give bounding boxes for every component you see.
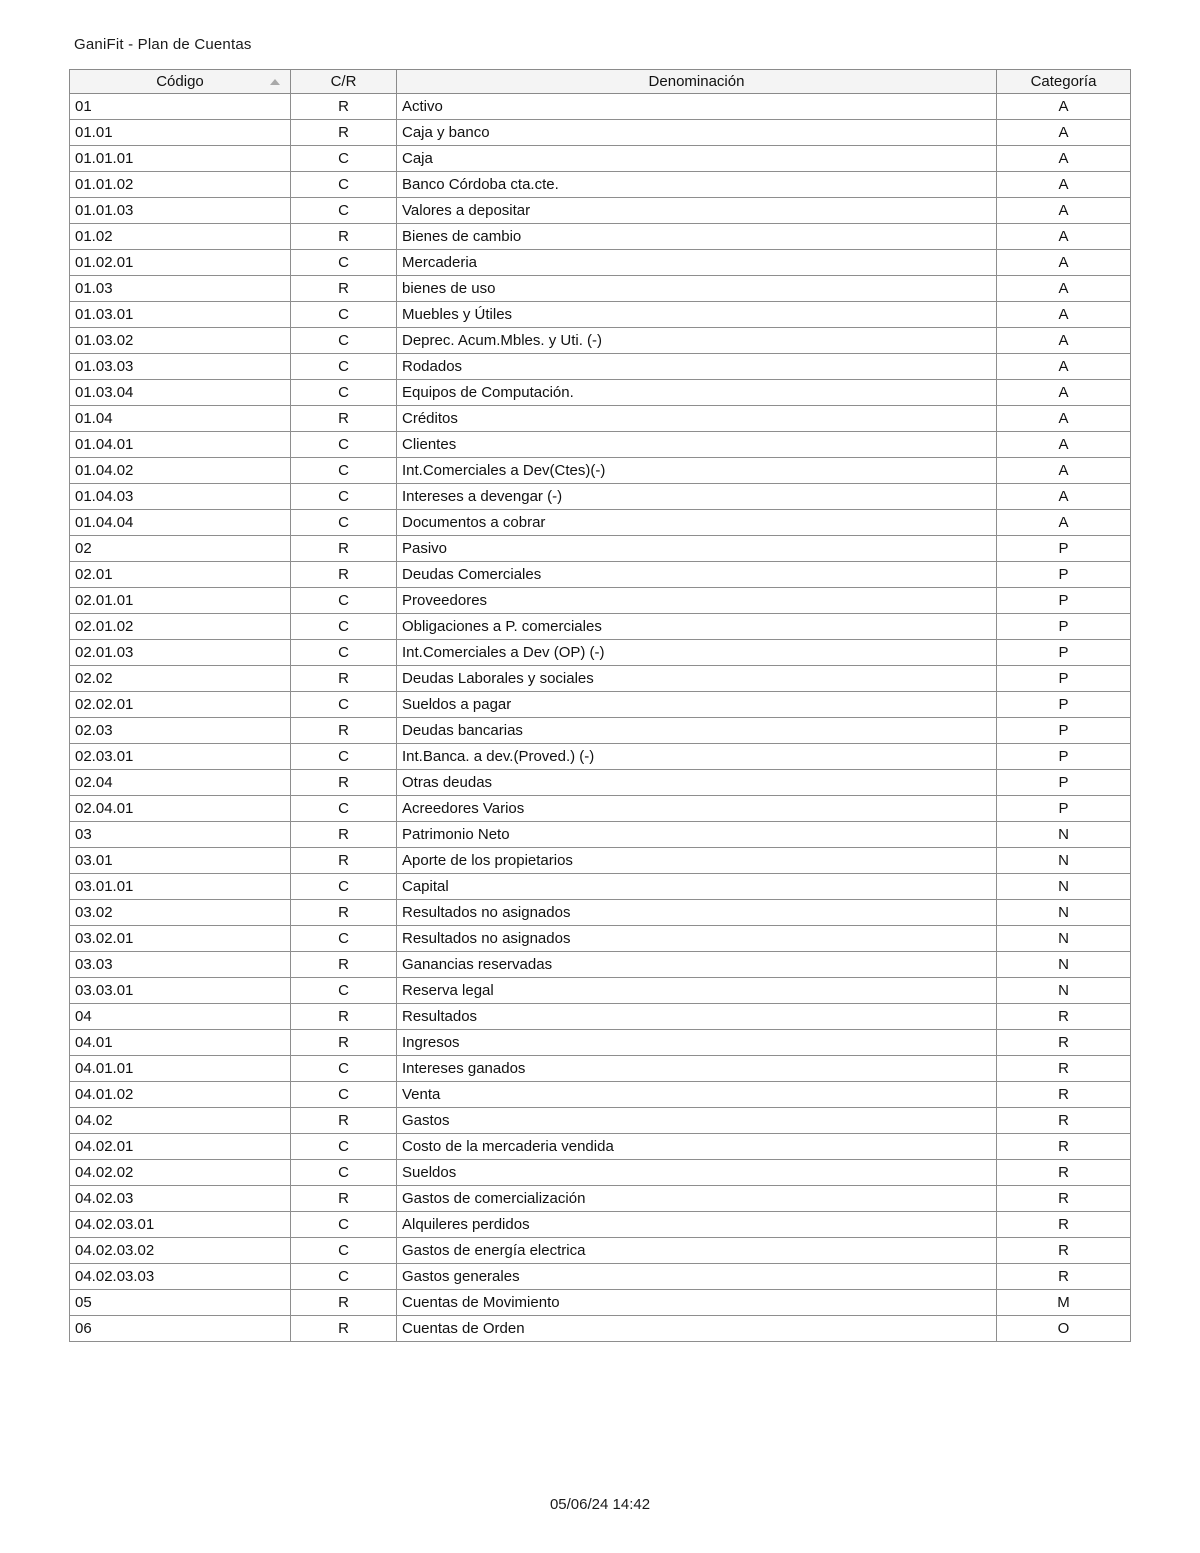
cell-code[interactable]: 01.01.03 bbox=[70, 198, 291, 224]
cell-category[interactable]: R bbox=[997, 1264, 1131, 1290]
table-row[interactable] bbox=[70, 770, 1131, 796]
cell-category[interactable]: N bbox=[997, 978, 1131, 1004]
accounts-table bbox=[69, 69, 1131, 1342]
cell-cr[interactable]: R bbox=[291, 1290, 397, 1316]
table-row[interactable] bbox=[70, 198, 1131, 224]
cell-category[interactable]: P bbox=[997, 718, 1131, 744]
cell-code[interactable]: 02.02.01 bbox=[70, 692, 291, 718]
cell-category[interactable]: P bbox=[997, 770, 1131, 796]
cell-code[interactable]: 01.04.03 bbox=[70, 484, 291, 510]
cell-denomination[interactable]: Activo bbox=[397, 94, 997, 120]
cell-code[interactable]: 04.01 bbox=[70, 1030, 291, 1056]
table-row[interactable] bbox=[70, 302, 1131, 328]
cell-code[interactable]: 04.01.02 bbox=[70, 1082, 291, 1108]
table-row[interactable] bbox=[70, 562, 1131, 588]
cell-category[interactable]: R bbox=[997, 1238, 1131, 1264]
table-row[interactable] bbox=[70, 224, 1131, 250]
cell-denomination[interactable]: Venta bbox=[397, 1082, 997, 1108]
table-row[interactable] bbox=[70, 276, 1131, 302]
cell-cr[interactable]: R bbox=[291, 1186, 397, 1212]
cell-denomination[interactable]: Gastos de comercialización bbox=[397, 1186, 997, 1212]
table-row[interactable] bbox=[70, 952, 1131, 978]
cell-denomination[interactable]: Deudas Laborales y sociales bbox=[397, 666, 997, 692]
cell-code[interactable]: 03 bbox=[70, 822, 291, 848]
cell-category[interactable]: A bbox=[997, 380, 1131, 406]
table-row[interactable] bbox=[70, 666, 1131, 692]
cell-denomination[interactable]: Cuentas de Orden bbox=[397, 1316, 997, 1342]
cell-cr[interactable]: C bbox=[291, 978, 397, 1004]
cell-code[interactable]: 01 bbox=[70, 94, 291, 120]
cell-cr[interactable]: R bbox=[291, 952, 397, 978]
cell-cr[interactable]: R bbox=[291, 770, 397, 796]
cell-code[interactable]: 02.01.02 bbox=[70, 614, 291, 640]
column-header-category[interactable] bbox=[997, 70, 1131, 94]
cell-cr[interactable]: R bbox=[291, 1316, 397, 1342]
cell-code[interactable]: 02.03.01 bbox=[70, 744, 291, 770]
cell-cr[interactable]: C bbox=[291, 510, 397, 536]
table-row[interactable] bbox=[70, 94, 1131, 120]
cell-denomination[interactable]: Banco Córdoba cta.cte. bbox=[397, 172, 997, 198]
table-row[interactable] bbox=[70, 1134, 1131, 1160]
cell-code[interactable]: 02.01.03 bbox=[70, 640, 291, 666]
cell-category[interactable]: P bbox=[997, 692, 1131, 718]
cell-denomination[interactable]: Mercaderia bbox=[397, 250, 997, 276]
cell-denomination[interactable]: Acreedores Varios bbox=[397, 796, 997, 822]
cell-code[interactable]: 04.02 bbox=[70, 1108, 291, 1134]
cell-cr[interactable]: C bbox=[291, 328, 397, 354]
cell-category[interactable]: M bbox=[997, 1290, 1131, 1316]
table-row[interactable] bbox=[70, 146, 1131, 172]
cell-denomination[interactable]: Documentos a cobrar bbox=[397, 510, 997, 536]
table-row[interactable] bbox=[70, 484, 1131, 510]
cell-cr[interactable]: C bbox=[291, 1056, 397, 1082]
cell-code[interactable]: 01.01 bbox=[70, 120, 291, 146]
table-row[interactable] bbox=[70, 588, 1131, 614]
cell-denomination[interactable]: Ingresos bbox=[397, 1030, 997, 1056]
cell-cr[interactable]: C bbox=[291, 380, 397, 406]
cell-cr[interactable]: C bbox=[291, 146, 397, 172]
cell-category[interactable]: A bbox=[997, 432, 1131, 458]
cell-category[interactable]: P bbox=[997, 640, 1131, 666]
cell-category[interactable]: R bbox=[997, 1108, 1131, 1134]
cell-denomination[interactable]: Sueldos a pagar bbox=[397, 692, 997, 718]
cell-cr[interactable]: C bbox=[291, 1134, 397, 1160]
cell-code[interactable]: 04.02.02 bbox=[70, 1160, 291, 1186]
cell-cr[interactable]: R bbox=[291, 562, 397, 588]
cell-category[interactable]: P bbox=[997, 562, 1131, 588]
table-row[interactable] bbox=[70, 250, 1131, 276]
table-row[interactable] bbox=[70, 1212, 1131, 1238]
cell-code[interactable]: 04.02.03.02 bbox=[70, 1238, 291, 1264]
table-row[interactable] bbox=[70, 1004, 1131, 1030]
table-row[interactable] bbox=[70, 1108, 1131, 1134]
cell-category[interactable]: A bbox=[997, 94, 1131, 120]
table-row[interactable] bbox=[70, 1238, 1131, 1264]
table-row[interactable] bbox=[70, 510, 1131, 536]
cell-code[interactable]: 01.04.04 bbox=[70, 510, 291, 536]
cell-denomination[interactable]: Capital bbox=[397, 874, 997, 900]
cell-category[interactable]: P bbox=[997, 588, 1131, 614]
cell-code[interactable]: 04.02.03.03 bbox=[70, 1264, 291, 1290]
cell-category[interactable]: N bbox=[997, 848, 1131, 874]
cell-cr[interactable]: C bbox=[291, 458, 397, 484]
table-row[interactable] bbox=[70, 692, 1131, 718]
cell-denomination[interactable]: Gastos generales bbox=[397, 1264, 997, 1290]
cell-category[interactable]: A bbox=[997, 406, 1131, 432]
cell-category[interactable]: R bbox=[997, 1056, 1131, 1082]
cell-code[interactable]: 01.03 bbox=[70, 276, 291, 302]
cell-code[interactable]: 03.02 bbox=[70, 900, 291, 926]
accounts-table-body bbox=[70, 94, 1131, 1342]
column-header-code-label: Código bbox=[156, 72, 204, 90]
cell-category[interactable]: A bbox=[997, 302, 1131, 328]
cell-denomination[interactable]: Gastos bbox=[397, 1108, 997, 1134]
cell-cr[interactable]: C bbox=[291, 744, 397, 770]
cell-category[interactable]: N bbox=[997, 822, 1131, 848]
cell-category[interactable]: P bbox=[997, 536, 1131, 562]
cell-category[interactable]: N bbox=[997, 874, 1131, 900]
cell-cr[interactable]: C bbox=[291, 614, 397, 640]
cell-code[interactable]: 01.04 bbox=[70, 406, 291, 432]
cell-code[interactable]: 02.03 bbox=[70, 718, 291, 744]
cell-cr[interactable]: C bbox=[291, 250, 397, 276]
table-row[interactable] bbox=[70, 614, 1131, 640]
cell-code[interactable]: 05 bbox=[70, 1290, 291, 1316]
cell-denomination[interactable]: Intereses a devengar (-) bbox=[397, 484, 997, 510]
cell-denomination[interactable]: Equipos de Computación. bbox=[397, 380, 997, 406]
cell-category[interactable]: R bbox=[997, 1030, 1131, 1056]
table-header-row bbox=[70, 70, 1131, 94]
column-header-denomination-label: Denominación bbox=[648, 72, 745, 90]
cell-denomination[interactable]: Cuentas de Movimiento bbox=[397, 1290, 997, 1316]
column-header-cr[interactable] bbox=[291, 70, 397, 94]
cell-category[interactable]: N bbox=[997, 926, 1131, 952]
cell-denomination[interactable]: Patrimonio Neto bbox=[397, 822, 997, 848]
cell-cr[interactable]: R bbox=[291, 666, 397, 692]
column-header-denomination[interactable] bbox=[397, 70, 997, 94]
cell-category[interactable]: R bbox=[997, 1186, 1131, 1212]
cell-category[interactable]: A bbox=[997, 276, 1131, 302]
cell-category[interactable]: A bbox=[997, 328, 1131, 354]
table-row[interactable] bbox=[70, 926, 1131, 952]
table-row[interactable] bbox=[70, 380, 1131, 406]
cell-category[interactable]: O bbox=[997, 1316, 1131, 1342]
cell-cr[interactable]: C bbox=[291, 432, 397, 458]
cell-denomination[interactable]: Int.Comerciales a Dev(Ctes)(-) bbox=[397, 458, 997, 484]
cell-denomination[interactable]: Sueldos bbox=[397, 1160, 997, 1186]
cell-denomination[interactable]: bienes de uso bbox=[397, 276, 997, 302]
cell-denomination[interactable]: Muebles y Útiles bbox=[397, 302, 997, 328]
cell-category[interactable]: R bbox=[997, 1082, 1131, 1108]
cell-denomination[interactable]: Alquileres perdidos bbox=[397, 1212, 997, 1238]
cell-code[interactable]: 01.03.02 bbox=[70, 328, 291, 354]
cell-denomination[interactable]: Gastos de energía electrica bbox=[397, 1238, 997, 1264]
table-row[interactable] bbox=[70, 900, 1131, 926]
cell-denomination[interactable]: Resultados no asignados bbox=[397, 900, 997, 926]
cell-cr[interactable]: R bbox=[291, 406, 397, 432]
cell-code[interactable]: 03.01 bbox=[70, 848, 291, 874]
table-row[interactable] bbox=[70, 1056, 1131, 1082]
cell-code[interactable]: 01.02.01 bbox=[70, 250, 291, 276]
cell-denomination[interactable]: Créditos bbox=[397, 406, 997, 432]
cell-code[interactable]: 01.01.01 bbox=[70, 146, 291, 172]
table-row[interactable] bbox=[70, 328, 1131, 354]
cell-cr[interactable]: C bbox=[291, 1160, 397, 1186]
cell-category[interactable]: A bbox=[997, 146, 1131, 172]
table-row[interactable] bbox=[70, 172, 1131, 198]
cell-denomination[interactable]: Obligaciones a P. comerciales bbox=[397, 614, 997, 640]
cell-cr[interactable]: R bbox=[291, 1030, 397, 1056]
cell-code[interactable]: 04.01.01 bbox=[70, 1056, 291, 1082]
cell-category[interactable]: A bbox=[997, 120, 1131, 146]
cell-category[interactable]: N bbox=[997, 900, 1131, 926]
cell-cr[interactable]: R bbox=[291, 224, 397, 250]
cell-code[interactable]: 01.01.02 bbox=[70, 172, 291, 198]
cell-code[interactable]: 01.03.04 bbox=[70, 380, 291, 406]
cell-category[interactable]: A bbox=[997, 510, 1131, 536]
cell-category[interactable]: P bbox=[997, 666, 1131, 692]
cell-code[interactable]: 03.03.01 bbox=[70, 978, 291, 1004]
cell-code[interactable]: 02.02 bbox=[70, 666, 291, 692]
cell-denomination[interactable]: Caja y banco bbox=[397, 120, 997, 146]
sort-ascending-icon bbox=[270, 79, 280, 85]
cell-category[interactable]: P bbox=[997, 744, 1131, 770]
cell-cr[interactable]: C bbox=[291, 926, 397, 952]
cell-category[interactable]: R bbox=[997, 1134, 1131, 1160]
table-row[interactable] bbox=[70, 874, 1131, 900]
table-row[interactable] bbox=[70, 744, 1131, 770]
cell-denomination[interactable]: Valores a depositar bbox=[397, 198, 997, 224]
cell-cr[interactable]: C bbox=[291, 1264, 397, 1290]
cell-category[interactable]: R bbox=[997, 1004, 1131, 1030]
cell-cr[interactable]: R bbox=[291, 1004, 397, 1030]
cell-code[interactable]: 01.03.01 bbox=[70, 302, 291, 328]
cell-code[interactable]: 04 bbox=[70, 1004, 291, 1030]
cell-code[interactable]: 03.01.01 bbox=[70, 874, 291, 900]
cell-code[interactable]: 03.02.01 bbox=[70, 926, 291, 952]
cell-denomination[interactable]: Proveedores bbox=[397, 588, 997, 614]
cell-denomination[interactable]: Int.Banca. a dev.(Proved.) (-) bbox=[397, 744, 997, 770]
cell-code[interactable]: 02 bbox=[70, 536, 291, 562]
cell-category[interactable]: A bbox=[997, 198, 1131, 224]
table-row[interactable] bbox=[70, 1030, 1131, 1056]
cell-category[interactable]: A bbox=[997, 484, 1131, 510]
cell-category[interactable]: N bbox=[997, 952, 1131, 978]
cell-cr[interactable]: R bbox=[291, 536, 397, 562]
cell-denomination[interactable]: Deprec. Acum.Mbles. y Uti. (-) bbox=[397, 328, 997, 354]
cell-code[interactable]: 01.02 bbox=[70, 224, 291, 250]
cell-denomination[interactable]: Ganancias reservadas bbox=[397, 952, 997, 978]
cell-cr[interactable]: C bbox=[291, 484, 397, 510]
table-row[interactable] bbox=[70, 1290, 1131, 1316]
table-row[interactable] bbox=[70, 822, 1131, 848]
cell-denomination[interactable]: Resultados no asignados bbox=[397, 926, 997, 952]
table-row[interactable] bbox=[70, 848, 1131, 874]
table-row[interactable] bbox=[70, 1082, 1131, 1108]
cell-code[interactable]: 02.01.01 bbox=[70, 588, 291, 614]
table-row[interactable] bbox=[70, 536, 1131, 562]
table-row[interactable] bbox=[70, 640, 1131, 666]
cell-cr[interactable]: C bbox=[291, 172, 397, 198]
cell-denomination[interactable]: Clientes bbox=[397, 432, 997, 458]
table-row[interactable] bbox=[70, 432, 1131, 458]
cell-cr[interactable]: C bbox=[291, 1212, 397, 1238]
table-row[interactable] bbox=[70, 354, 1131, 380]
cell-category[interactable]: A bbox=[997, 354, 1131, 380]
cell-cr[interactable]: C bbox=[291, 198, 397, 224]
print-timestamp: 05/06/24 14:42 bbox=[549, 1496, 651, 1513]
cell-code[interactable]: 02.04.01 bbox=[70, 796, 291, 822]
cell-cr[interactable]: C bbox=[291, 354, 397, 380]
cell-denomination[interactable]: Caja bbox=[397, 146, 997, 172]
cell-denomination[interactable]: Deudas bancarias bbox=[397, 718, 997, 744]
cell-cr[interactable]: C bbox=[291, 692, 397, 718]
cell-cr[interactable]: C bbox=[291, 588, 397, 614]
cell-category[interactable]: A bbox=[997, 458, 1131, 484]
cell-cr[interactable]: C bbox=[291, 874, 397, 900]
cell-category[interactable]: P bbox=[997, 796, 1131, 822]
cell-denomination[interactable]: Pasivo bbox=[397, 536, 997, 562]
cell-code[interactable]: 02.04 bbox=[70, 770, 291, 796]
cell-cr[interactable]: C bbox=[291, 640, 397, 666]
table-row[interactable] bbox=[70, 458, 1131, 484]
cell-denomination[interactable]: Reserva legal bbox=[397, 978, 997, 1004]
cell-code[interactable]: 04.02.03.01 bbox=[70, 1212, 291, 1238]
table-row[interactable] bbox=[70, 406, 1131, 432]
cell-denomination[interactable]: Bienes de cambio bbox=[397, 224, 997, 250]
column-header-cr-label: C/R bbox=[330, 72, 357, 90]
cell-code[interactable]: 01.04.02 bbox=[70, 458, 291, 484]
column-header-code[interactable] bbox=[70, 70, 291, 94]
report-title: GaniFit - Plan de Cuentas bbox=[74, 36, 252, 53]
cell-cr[interactable]: R bbox=[291, 718, 397, 744]
cell-code[interactable]: 02.01 bbox=[70, 562, 291, 588]
table-row[interactable] bbox=[70, 1186, 1131, 1212]
column-header-category-label: Categoría bbox=[1030, 72, 1097, 90]
cell-denomination[interactable]: Costo de la mercaderia vendida bbox=[397, 1134, 997, 1160]
cell-cr[interactable]: R bbox=[291, 94, 397, 120]
cell-code[interactable]: 01.03.03 bbox=[70, 354, 291, 380]
cell-cr[interactable]: R bbox=[291, 822, 397, 848]
cell-denomination[interactable]: Otras deudas bbox=[397, 770, 997, 796]
cell-code[interactable]: 04.02.03 bbox=[70, 1186, 291, 1212]
cell-category[interactable]: R bbox=[997, 1160, 1131, 1186]
cell-category[interactable]: P bbox=[997, 614, 1131, 640]
cell-category[interactable]: R bbox=[997, 1212, 1131, 1238]
cell-cr[interactable]: R bbox=[291, 848, 397, 874]
cell-cr[interactable]: C bbox=[291, 1082, 397, 1108]
cell-cr[interactable]: R bbox=[291, 276, 397, 302]
table-row[interactable] bbox=[70, 796, 1131, 822]
table-row[interactable] bbox=[70, 718, 1131, 744]
cell-denomination[interactable]: Intereses ganados bbox=[397, 1056, 997, 1082]
cell-code[interactable]: 03.03 bbox=[70, 952, 291, 978]
cell-denomination[interactable]: Aporte de los propietarios bbox=[397, 848, 997, 874]
cell-code[interactable]: 01.04.01 bbox=[70, 432, 291, 458]
cell-category[interactable]: A bbox=[997, 172, 1131, 198]
table-row[interactable] bbox=[70, 1160, 1131, 1186]
cell-denomination[interactable]: Rodados bbox=[397, 354, 997, 380]
cell-cr[interactable]: C bbox=[291, 302, 397, 328]
cell-cr[interactable]: C bbox=[291, 796, 397, 822]
table-row[interactable] bbox=[70, 978, 1131, 1004]
cell-denomination[interactable]: Resultados bbox=[397, 1004, 997, 1030]
table-row[interactable] bbox=[70, 1264, 1131, 1290]
cell-category[interactable]: A bbox=[997, 250, 1131, 276]
cell-code[interactable]: 06 bbox=[70, 1316, 291, 1342]
cell-cr[interactable]: C bbox=[291, 1238, 397, 1264]
cell-category[interactable]: A bbox=[997, 224, 1131, 250]
cell-denomination[interactable]: Int.Comerciales a Dev (OP) (-) bbox=[397, 640, 997, 666]
table-row[interactable] bbox=[70, 120, 1131, 146]
cell-denomination[interactable]: Deudas Comerciales bbox=[397, 562, 997, 588]
table-row[interactable] bbox=[70, 1316, 1131, 1342]
cell-cr[interactable]: R bbox=[291, 900, 397, 926]
cell-cr[interactable]: R bbox=[291, 120, 397, 146]
cell-cr[interactable]: R bbox=[291, 1108, 397, 1134]
cell-code[interactable]: 04.02.01 bbox=[70, 1134, 291, 1160]
